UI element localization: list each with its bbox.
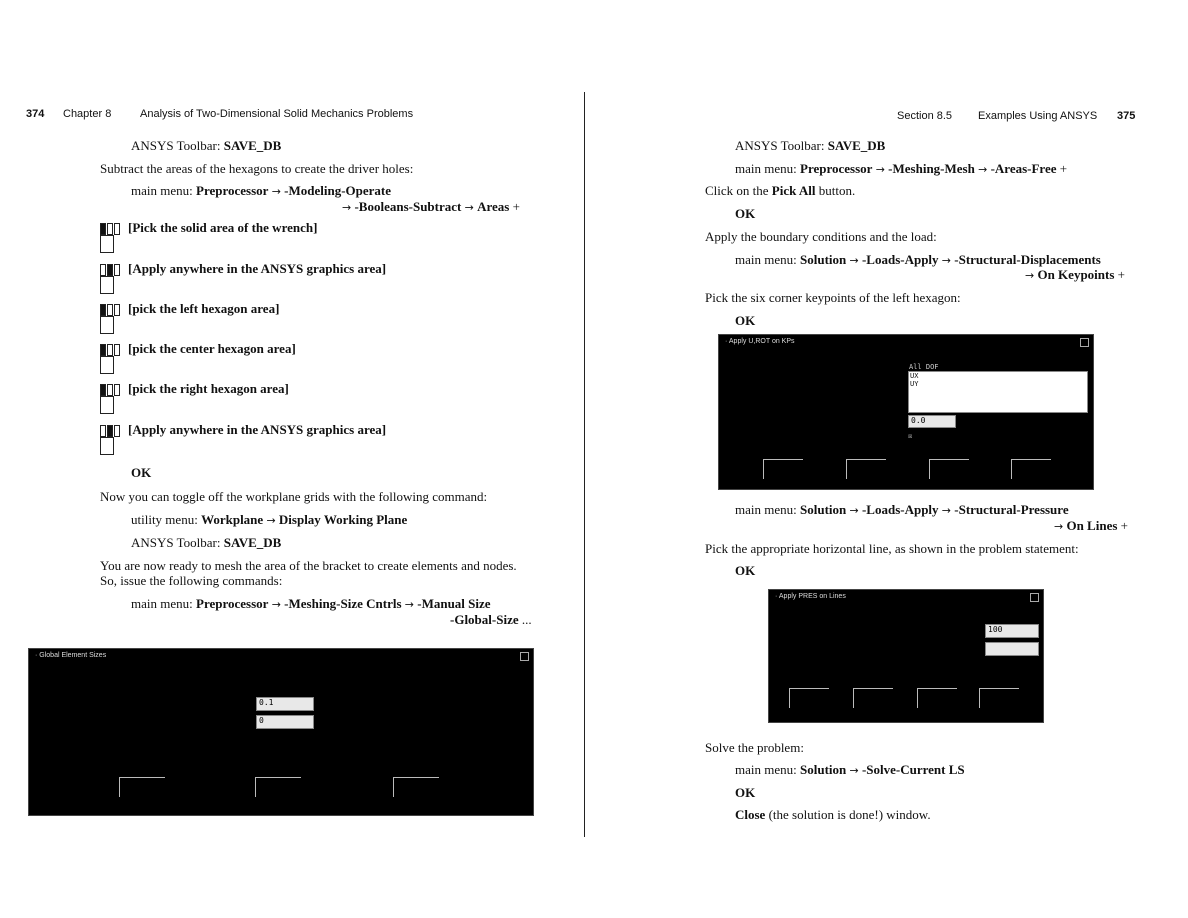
running-title-right: Examples Using ANSYS [978, 110, 1098, 122]
mouse-middle-click-icon [100, 425, 120, 455]
ok-button[interactable] [789, 688, 829, 708]
dialog-title: · Global Element Sizes [35, 652, 107, 659]
menu-path-2: main menu: Preprocessor → -Meshing-Size Cntrls → -Manual Size [131, 596, 491, 611]
menu-path-mesh: main menu: Preprocessor → -Meshing-Mesh → -Areas-Free + [735, 161, 1068, 176]
close-icon[interactable] [1080, 338, 1089, 347]
dof-list-item[interactable]: UX [910, 372, 919, 380]
menu-path-displacements-cont: → On Keypoints + [1025, 267, 1125, 282]
mesh-text: You are now ready to mesh the area of the bracket to create elements and nodes. [100, 558, 517, 573]
toggle-text: Now you can toggle off the workplane grids with the following command: [100, 489, 488, 504]
help-button[interactable] [393, 777, 439, 797]
page-number-right: 375 [1117, 110, 1136, 122]
mouse-left-click-icon [100, 384, 120, 414]
mouse-left-click-icon [100, 344, 120, 374]
mouse-left-click-icon [100, 304, 120, 334]
apply-button[interactable] [853, 688, 893, 708]
toolbar-instruction: ANSYS Toolbar: SAVE_DB [131, 138, 282, 153]
mouse-middle-click-icon [100, 264, 120, 294]
cancel-button[interactable] [917, 688, 957, 708]
pick-line-text: Pick the appropriate horizontal line, as shown in the problem statement: [705, 541, 1079, 556]
ok-label: OK [735, 206, 756, 221]
ok-label: OK [735, 563, 756, 578]
help-button[interactable] [1011, 459, 1051, 479]
pressure-value-field[interactable]: 100 [985, 624, 1039, 638]
dialog-title: · Apply PRES on Lines [775, 593, 846, 600]
toolbar-instruction: ANSYS Toolbar: SAVE_DB [131, 535, 282, 550]
menu-path-pressure-cont: → On Lines + [1054, 518, 1128, 533]
ok-button[interactable] [763, 459, 803, 479]
close-icon[interactable] [1030, 593, 1039, 602]
chapter-label: Chapter 8 [63, 108, 112, 120]
element-size-field[interactable]: 0.1 [256, 697, 314, 711]
apply-urot-dialog [718, 334, 1094, 490]
pick-instruction: [pick the right hexagon area] [128, 381, 289, 396]
mesh-text-2: So, issue the following commands: [100, 573, 283, 588]
pick-keypoints-text: Pick the six corner keypoints of the left hexagon: [705, 290, 961, 305]
ok-label: OK [131, 465, 152, 480]
page-number-left: 374 [26, 108, 45, 120]
page-gutter [584, 92, 585, 837]
dialog-title: · Apply U,ROT on KPs [725, 338, 795, 345]
utility-menu-path: utility menu: Workplane → Display Working Plane [131, 512, 408, 527]
section-label: Section 8.5 [897, 110, 953, 122]
cancel-button[interactable] [255, 777, 301, 797]
menu-path-displacements: main menu: Solution → -Loads-Apply → -Structural-Displacements [735, 252, 1101, 267]
help-button[interactable] [979, 688, 1019, 708]
click-text: Click on the Pick All button. [705, 183, 856, 198]
solve-text: Solve the problem: [705, 740, 804, 755]
pick-instruction: [Pick the solid area of the wrench] [128, 220, 318, 235]
close-icon[interactable] [520, 652, 529, 661]
menu-path-2-cont: -Global-Size ... [450, 612, 532, 627]
running-title-left: Analysis of Two-Dimensional Solid Mechanics Problems [140, 108, 414, 120]
toolbar-instruction: ANSYS Toolbar: SAVE_DB [735, 138, 886, 153]
mouse-left-click-icon [100, 223, 120, 253]
apply-pressure-dialog [768, 589, 1044, 723]
ok-label: OK [735, 313, 756, 328]
close-text: Close (the solution is done!) window. [735, 807, 931, 822]
apply-checkbox[interactable]: ☒ [908, 432, 913, 440]
dof-listbox[interactable] [908, 371, 1088, 413]
pressure-end-field[interactable] [985, 642, 1039, 656]
ok-button[interactable] [119, 777, 165, 797]
subtract-text: Subtract the areas of the hexagons to create the driver holes: [100, 161, 414, 176]
displacement-value-field[interactable]: 0.0 [908, 415, 956, 428]
apply-text: Apply the boundary conditions and the load: [705, 229, 937, 244]
dof-list-item[interactable]: UY [910, 380, 919, 388]
divisions-field[interactable]: 0 [256, 715, 314, 729]
apply-button[interactable] [846, 459, 886, 479]
pick-instruction: [Apply anywhere in the ANSYS graphics area] [128, 422, 387, 437]
menu-path-pressure: main menu: Solution → -Loads-Apply → -Structural-Pressure [735, 502, 1069, 517]
menu-path-1: main menu: Preprocessor → -Modeling-Operate [131, 183, 392, 198]
global-element-sizes-dialog [28, 648, 534, 816]
pick-instruction: [pick the left hexagon area] [128, 301, 280, 316]
menu-path-solve: main menu: Solution → -Solve-Current LS [735, 762, 965, 777]
menu-path-1-cont: → -Booleans-Subtract → Areas + [342, 199, 520, 214]
dof-list-item[interactable]: All DOF [909, 363, 939, 371]
cancel-button[interactable] [929, 459, 969, 479]
ok-label: OK [735, 785, 756, 800]
pick-instruction: [pick the center hexagon area] [128, 341, 296, 356]
pick-instruction: [Apply anywhere in the ANSYS graphics area] [128, 261, 387, 276]
